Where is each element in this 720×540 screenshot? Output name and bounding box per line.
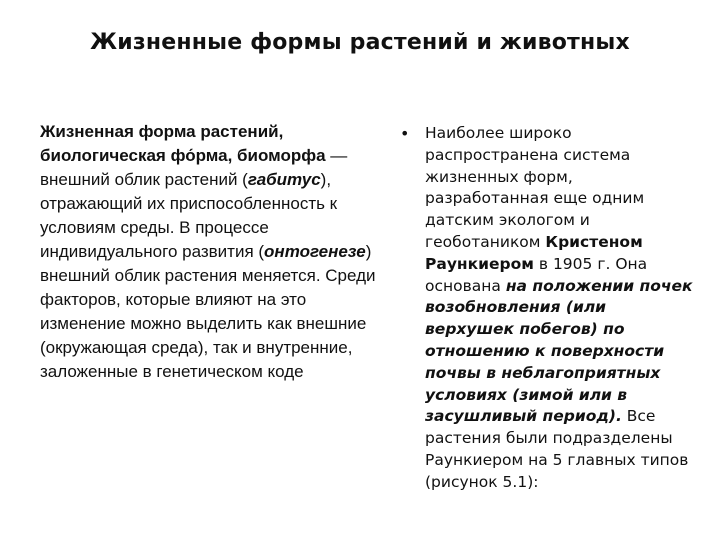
raunkiaer-text-1: Наиболее широко распространена система жизненных форм, разработанная еще одним датским экологом и геоботаником [425, 124, 645, 251]
ontogenesis-term: онтогенезе [264, 242, 366, 261]
definition-text-1: — внешний облик растений ( [40, 146, 348, 189]
right-column-text [425, 123, 700, 494]
raunkiaer-text-3: Все растения были подразделены Раункиером на 5 главных типов (рисунок 5.1): [425, 407, 689, 491]
definition-text-2: ), отражающий их приспособленность к условиям среды. В процессе индивидуального развития ( [40, 170, 338, 261]
raunkiaer-emphasis: на положении почек возобновления (или верхушек побегов) по отношению к поверхности почвы в неблагоприятных условиях (зимой или в засушливый период). [425, 276, 693, 426]
raunkiaer-text-2: в 1905 г. Она основана [425, 254, 648, 295]
definition-text-3: ) внешний облик растения меняется. Среди факторов, которые влияют на это изменение можно выделить как внешние (окружающая среда), так и внутренние, заложенные в генетическом коде [40, 242, 376, 381]
slide-title: Жизненные формы растений и животных [90, 30, 630, 55]
raunkiaer-name: Кристеном Раункиером [425, 232, 643, 273]
left-column-text [40, 120, 395, 384]
right-column [400, 123, 700, 494]
habitus-term: габитус [247, 170, 321, 189]
definition-term: Жизненная форма растений, биологическая фо́рма, биоморфа [40, 122, 326, 165]
bullet-marker: • [400, 124, 410, 143]
